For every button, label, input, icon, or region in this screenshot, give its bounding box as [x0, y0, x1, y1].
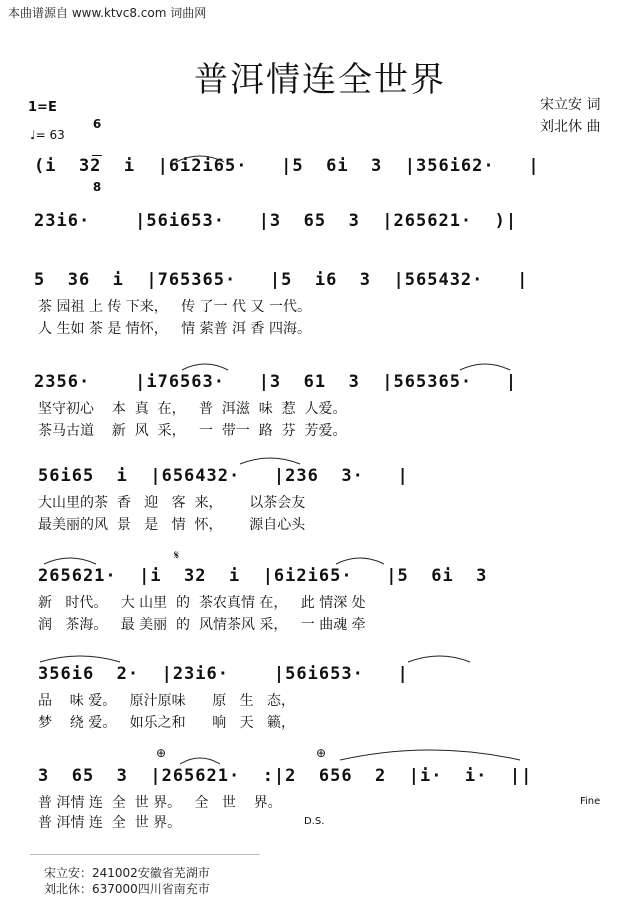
- lyric-row-6-verse-1: 新 时代。 大 山里 的 茶农真情 在， 此 情深 处: [38, 595, 366, 611]
- slur-7: [40, 656, 120, 662]
- tempo-value: = 63: [35, 128, 65, 142]
- lyric-row-4-verse-1: 坚守初心 本 真 在， 普 洱滋 味 惹 人爱。: [38, 401, 347, 417]
- coda-icon-1: ⊕: [156, 746, 167, 760]
- lyric-row-8-verse-2: 普 洱情 连 全 世 界。: [38, 815, 182, 831]
- slur-8: [408, 656, 470, 662]
- meter-top: 6: [92, 117, 102, 131]
- notation-row-7: 356i6 2· |23i6· |56i653· |: [38, 664, 409, 684]
- coda-icon-2: ⊕: [316, 746, 327, 760]
- slur-2: [182, 364, 228, 370]
- notation-row-4: 2356· |i76563· |3 61 3 |565365· |: [34, 372, 518, 392]
- key-signature: 1=E: [28, 100, 57, 115]
- meter-bottom: 8: [92, 180, 102, 194]
- notation-row-6: 265621· |i 32 i |6i2i65· |5 6i 3: [38, 566, 488, 586]
- quarter-note-icon: ♩: [30, 128, 36, 142]
- song-title: 普洱情连全世界: [194, 60, 446, 100]
- slur-1: [176, 156, 224, 162]
- ds-marking: D.S.: [304, 816, 325, 827]
- lyric-row-6-verse-2: 润 茶海。 最 美丽 的 风情茶风 采， 一 曲魂 牵: [38, 617, 366, 633]
- slur-9: [180, 758, 220, 764]
- lyric-row-7-verse-2: 梦 绕 爱。 如乐之和 响 天 籁，: [38, 715, 296, 731]
- notation-row-2: 23i6· |56i653· |3 65 3 |265621· )|: [34, 211, 518, 231]
- slur-10: [340, 750, 520, 760]
- lyric-row-5-verse-1: 大山里的茶 香 迎 客 来， 以茶会友: [38, 495, 306, 511]
- composer-address: 刘北休：637000四川省南充市: [44, 882, 210, 896]
- slur-3: [460, 364, 510, 370]
- lyricist-credit: 宋立安 词: [540, 97, 601, 113]
- site-watermark: 本曲谱源自 www.ktvc8.com 词曲网: [8, 6, 207, 20]
- lyric-row-3-verse-1: 茶 园祖 上 传 下来， 传 了一 代 又 一代。: [38, 299, 311, 315]
- notation-row-8: 3 65 3 |265621· :|2 656 2 |i· i· ||: [38, 766, 533, 786]
- lyric-row-3-verse-2: 人 生如 茶 是 情怀， 情 萦普 洱 香 四海。: [38, 321, 311, 337]
- lyric-row-7-verse-1: 品 味 爱。 原汁原味 原 生 态，: [38, 693, 296, 709]
- slur-4: [240, 458, 300, 464]
- segno-icon: 𝄋: [174, 548, 180, 562]
- slur-6: [336, 558, 384, 564]
- fine-marking: Fine: [580, 796, 601, 807]
- composer-credit: 刘北休 曲: [540, 119, 601, 135]
- lyric-row-4-verse-2: 茶马古道 新 风 采， 一 带一 路 芬 芳爱。: [38, 423, 347, 439]
- notation-row-3: 5 36 i |765365· |5 i6 3 |565432· |: [34, 270, 529, 290]
- notation-row-1: (i 32 i |6i2i65· |5 6i 3 |356i62· |: [34, 156, 540, 176]
- slur-5: [44, 558, 96, 564]
- lyricist-address: 宋立安：241002安徽省芜湖市: [44, 866, 210, 880]
- lyric-row-5-verse-2: 最美丽的风 景 是 情 怀， 源自心头: [38, 517, 306, 533]
- lyric-row-8-verse-1: 普 洱情 连 全 世 界。 全 世 界。: [38, 795, 282, 811]
- notation-row-5: 56i65 i |656432· |236 3· |: [38, 466, 409, 486]
